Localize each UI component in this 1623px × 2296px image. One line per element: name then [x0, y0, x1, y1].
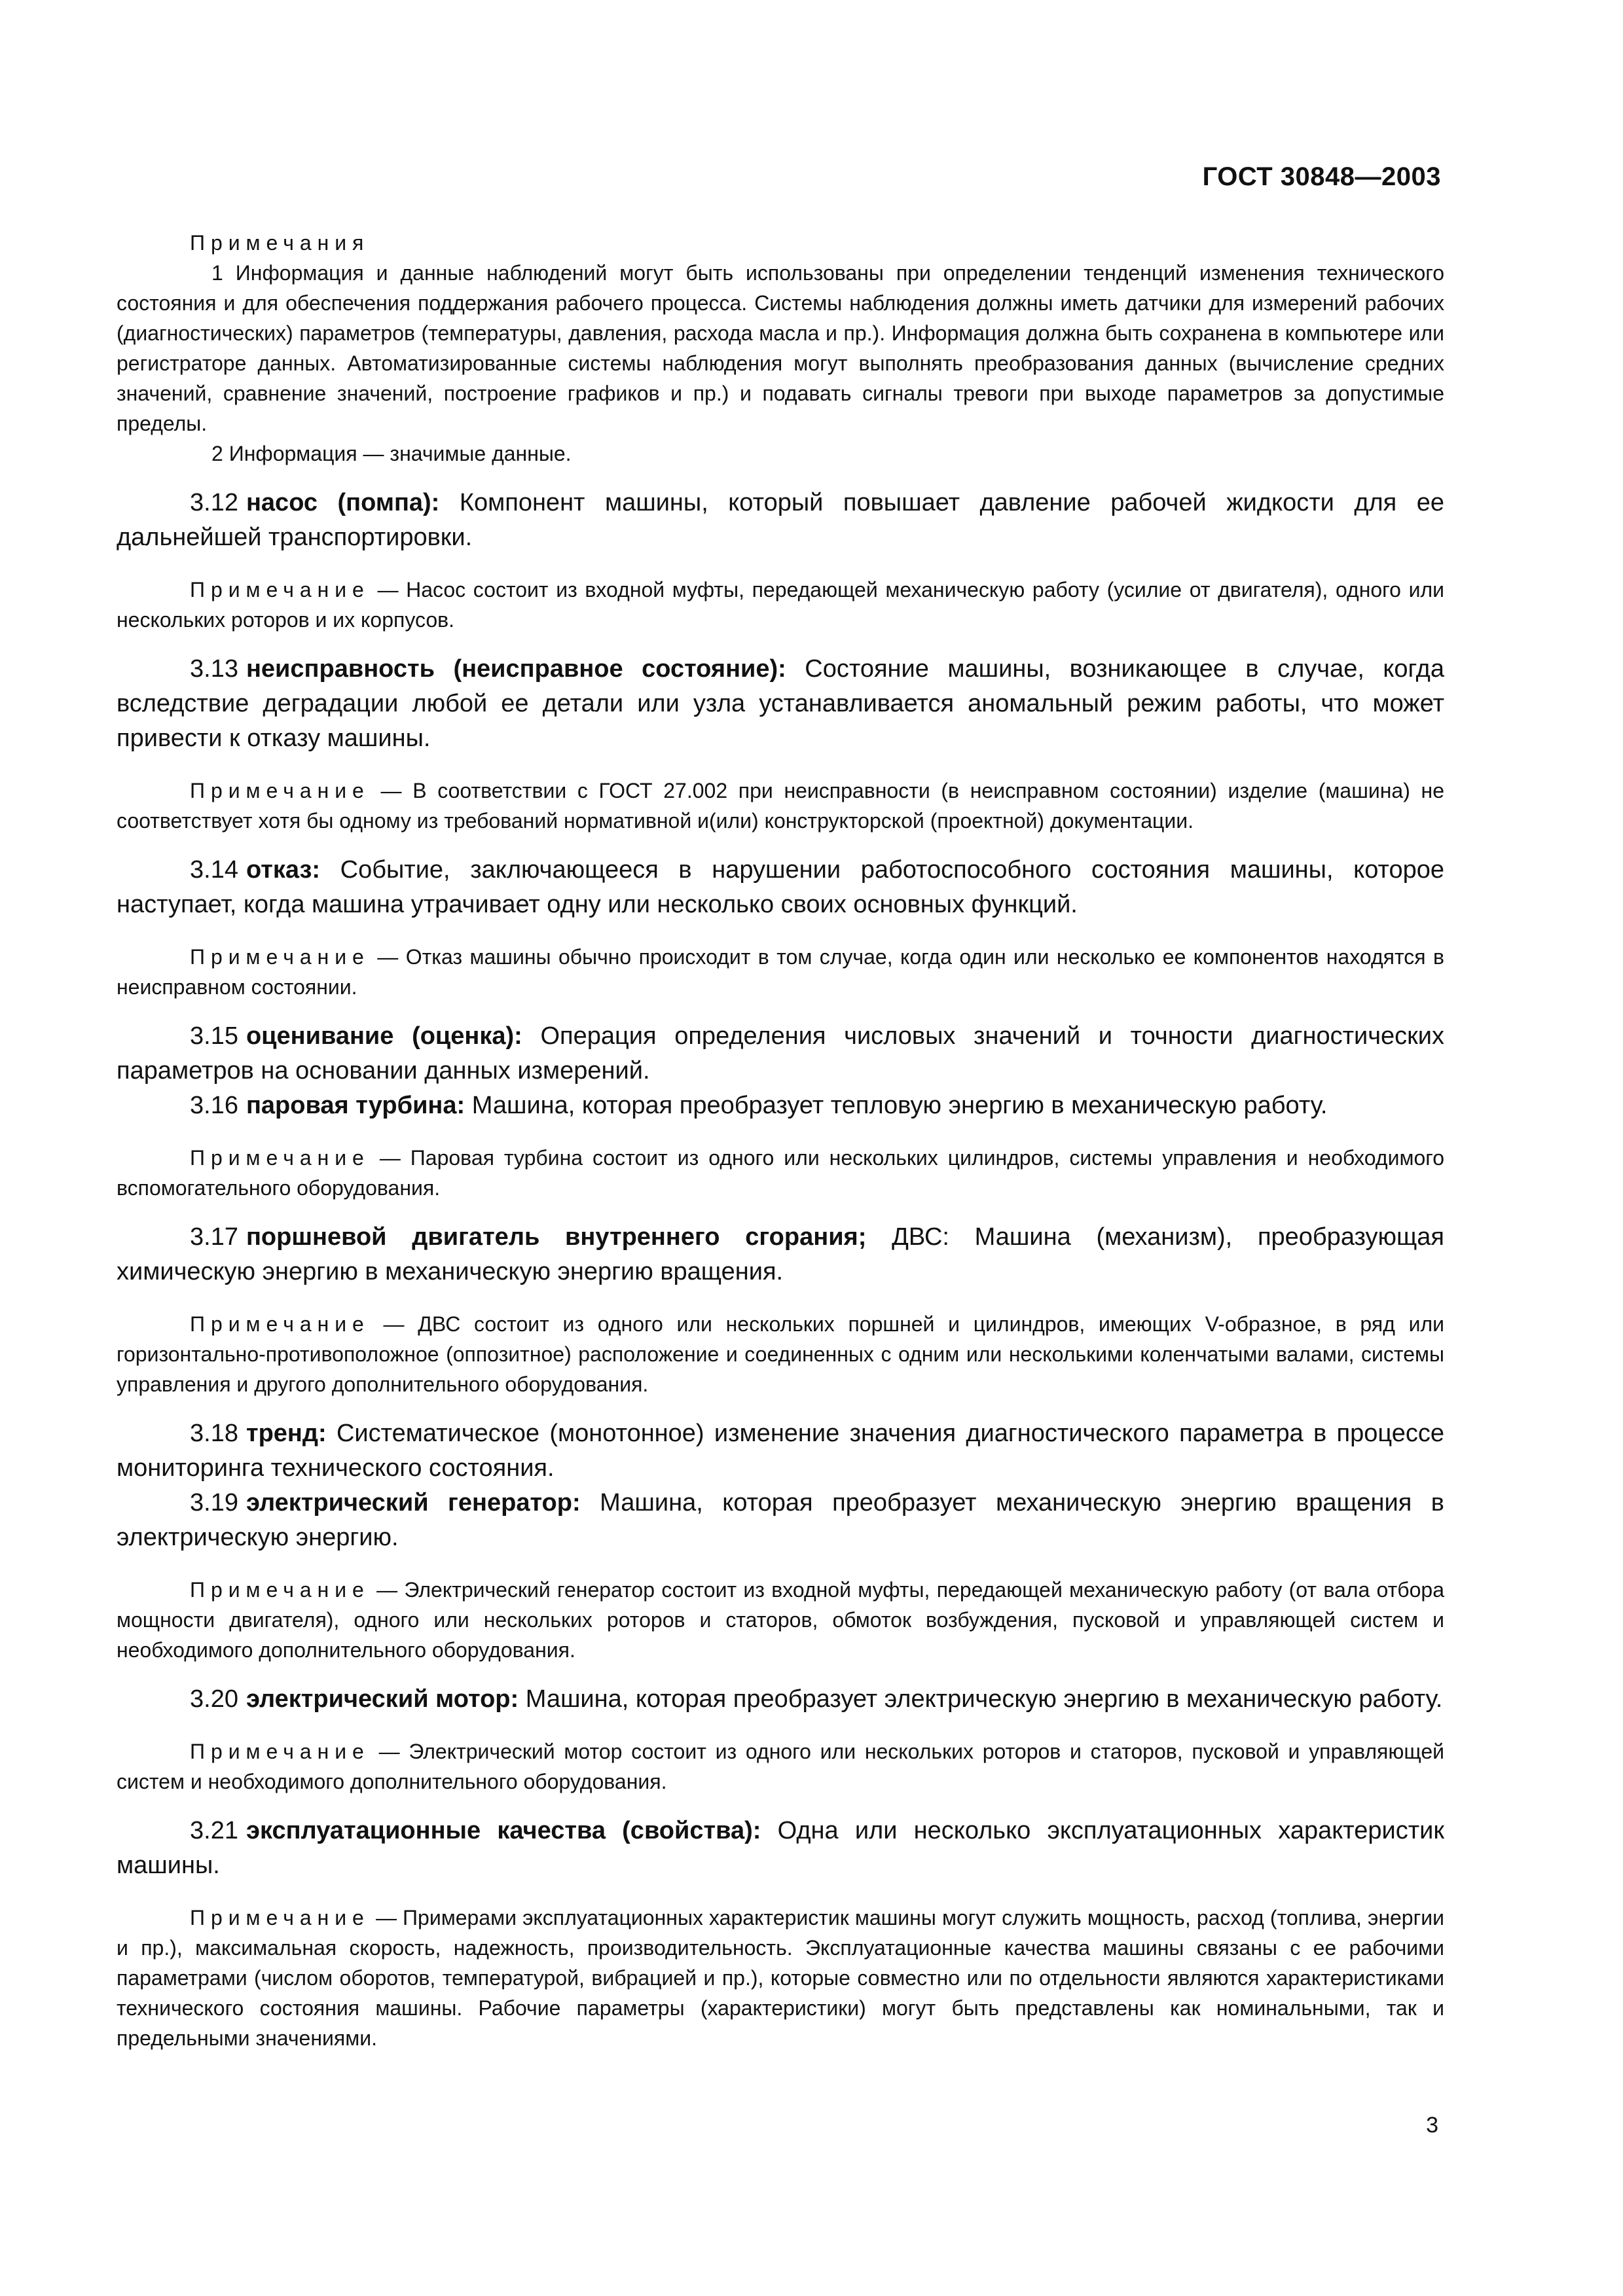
term-definition: Машина, которая преобразует тепловую энергию в механическую работу. — [471, 1092, 1328, 1119]
term-note — [117, 1736, 1444, 1797]
term-name: оценивание (оценка): — [246, 1022, 522, 1050]
term-number: 3.21 — [190, 1817, 238, 1844]
term-number: 3.13 — [190, 655, 238, 683]
term-note — [117, 1143, 1444, 1203]
term-note — [117, 1309, 1444, 1399]
term-entry — [117, 486, 1444, 555]
term-number: 3.17 — [190, 1223, 238, 1251]
document-header: ГОСТ 30848—2003 — [1202, 162, 1441, 191]
note-label: Примечание — [190, 1146, 370, 1170]
note-text: — В соответствии с ГОСТ 27.002 при неисправности (в неисправном состоянии) изделие (машина) не соответствует хотя бы одному из требований нормативной и(или) конструкторской (проектной) документации. — [117, 779, 1445, 833]
term-definition: Операция определения числовых значений и точности диагностических параметров на основании данных измерений. — [117, 1022, 1444, 1085]
term-name: эксплуатационные качества (свойства): — [246, 1817, 761, 1844]
term-name: электрический мотор: — [246, 1685, 519, 1713]
term-name: насос (помпа): — [246, 489, 440, 516]
term-name: тренд: — [246, 1420, 327, 1447]
term-entry — [117, 1416, 1444, 1486]
term-note — [117, 1575, 1444, 1665]
term-definition: Событие, заключающееся в нарушении работоспособного состояния машины, которое наступает, когда машина утрачивает одну или несколько своих основных функций. — [117, 856, 1445, 918]
note-label: Примечание — [190, 945, 370, 969]
term-entry — [117, 1088, 1444, 1123]
term-number: 3.15 — [190, 1022, 238, 1050]
note-label: Примечание — [190, 1740, 370, 1763]
term-name: поршневой двигатель внутреннего сгорания; — [246, 1223, 867, 1251]
notes-block — [117, 228, 1444, 469]
term-note — [117, 776, 1444, 836]
note-text: — Электрический мотор состоит из одного или нескольких роторов и статоров, пусковой и управляющей систем и необходимого дополнительного оборудования. — [117, 1740, 1445, 1793]
term-definition: Компонент машины, который повышает давление рабочей жидкости для ее дальнейшей транспортировки. — [117, 489, 1445, 551]
page-content — [117, 228, 1444, 2053]
term-note — [117, 575, 1444, 635]
term-note — [117, 1903, 1444, 2053]
note-label: Примечание — [190, 1578, 370, 1602]
term-number: 3.16 — [190, 1092, 238, 1119]
term-entry — [117, 1814, 1444, 1883]
note-text: — Насос состоит из входной муфты, передающей механическую работу (усилие от двигателя), одного или нескольких роторов и их корпусов. — [117, 578, 1445, 632]
term-name: неисправность (неисправное состояние): — [246, 655, 786, 683]
term-note — [117, 942, 1444, 1002]
note-text: — Отказ машины обычно происходит в том случае, когда один или несколько ее компонентов находятся в неисправном состоянии. — [117, 945, 1445, 999]
term-entry — [117, 853, 1444, 922]
term-name: электрический генератор: — [246, 1489, 581, 1516]
term-definition: Машина, которая преобразует электрическую энергию в механическую работу. — [525, 1685, 1443, 1713]
term-number: 3.14 — [190, 856, 238, 884]
term-entry — [117, 652, 1444, 756]
term-name: отказ: — [246, 856, 321, 884]
term-name: паровая турбина: — [246, 1092, 465, 1119]
note-label: Примечание — [190, 1906, 370, 1929]
note-label: Примечание — [190, 779, 370, 802]
notes-title: Примечания — [190, 231, 370, 255]
term-definition: Систематическое (монотонное) изменение значения диагностического параметра в процессе мониторинга технического состояния. — [117, 1420, 1444, 1482]
term-entry — [117, 1682, 1444, 1717]
notes-item: 2 Информация — значимые данные. — [211, 442, 572, 465]
term-number: 3.20 — [190, 1685, 238, 1713]
term-entry — [117, 1220, 1444, 1289]
term-number: 3.19 — [190, 1489, 238, 1516]
note-text: — Паровая турбина состоит из одного или нескольких цилиндров, системы управления и необходимого вспомогательного оборудования. — [117, 1146, 1445, 1200]
term-definition: ДВС: Машина (механизм), преобразующая химическую энергию в механическую энергию вращения. — [117, 1223, 1444, 1285]
term-definition: Машина, которая преобразует механическую энергию вращения в электрическую энергию. — [117, 1489, 1444, 1551]
page-number: 3 — [1426, 2113, 1438, 2138]
notes-item: 1 Информация и данные наблюдений могут быть использованы при определении тенденций изменения технического состояния и для обеспечения поддержания рабочего процесса. Системы наблюдения должны иметь датчики для измерений рабочих (диагностических) параметров (температуры, давления, расхода масла и пр.). Информация должна быть сохранена в компьютере или регистраторе данных. Автоматизированные системы наблюдения могут выполнять преобразования данных (вычисление средних значений, сравнение значений, построение графиков и пр.) и подавать сигналы тревоги при выходе параметров за допустимые пределы. — [117, 261, 1444, 435]
term-number: 3.18 — [190, 1420, 238, 1447]
terms-list — [117, 486, 1444, 2053]
term-definition: Одна или несколько эксплуатационных характеристик машины. — [117, 1817, 1444, 1879]
term-entry — [117, 1019, 1444, 1088]
term-entry — [117, 1486, 1444, 1555]
note-text: — Примерами эксплуатационных характеристик машины могут служить мощность, расход (топлива, энергии и пр.), максимальная скорость, надежность, производительность. Эксплуатационные качества машины связаны с ее рабочими параметрами (числом оборотов, температурой, вибрацией и пр.), которые совместно или по отдельности являются характеристиками технического состояния машины. Рабочие параметры (характеристики) могут быть представлены как номинальными, так и предельными значениями. — [117, 1906, 1445, 2050]
term-definition: Состояние машины, возникающее в случае, когда вследствие деградации любой ее детали или узла устанавливается аномальный режим работы, что может привести к отказу машины. — [117, 655, 1444, 752]
note-text: — Электрический генератор состоит из входной муфты, передающей механическую работу (от вала отбора мощности двигателя), одного или нескольких роторов и статоров, обмоток возбуждения, пусковой и управляющей систем и необходимого дополнительного оборудования. — [117, 1578, 1445, 1662]
note-text: — ДВС состоит из одного или нескольких поршней и цилиндров, имеющих V-образное, в ряд или горизонтально-противоположное (оппозитное) расположение и соединенных с одним или несколькими коленчатыми валами, системы управления и другого дополнительного оборудования. — [117, 1312, 1445, 1396]
note-label: Примечание — [190, 578, 370, 601]
term-number: 3.12 — [190, 489, 238, 516]
note-label: Примечание — [190, 1312, 370, 1336]
